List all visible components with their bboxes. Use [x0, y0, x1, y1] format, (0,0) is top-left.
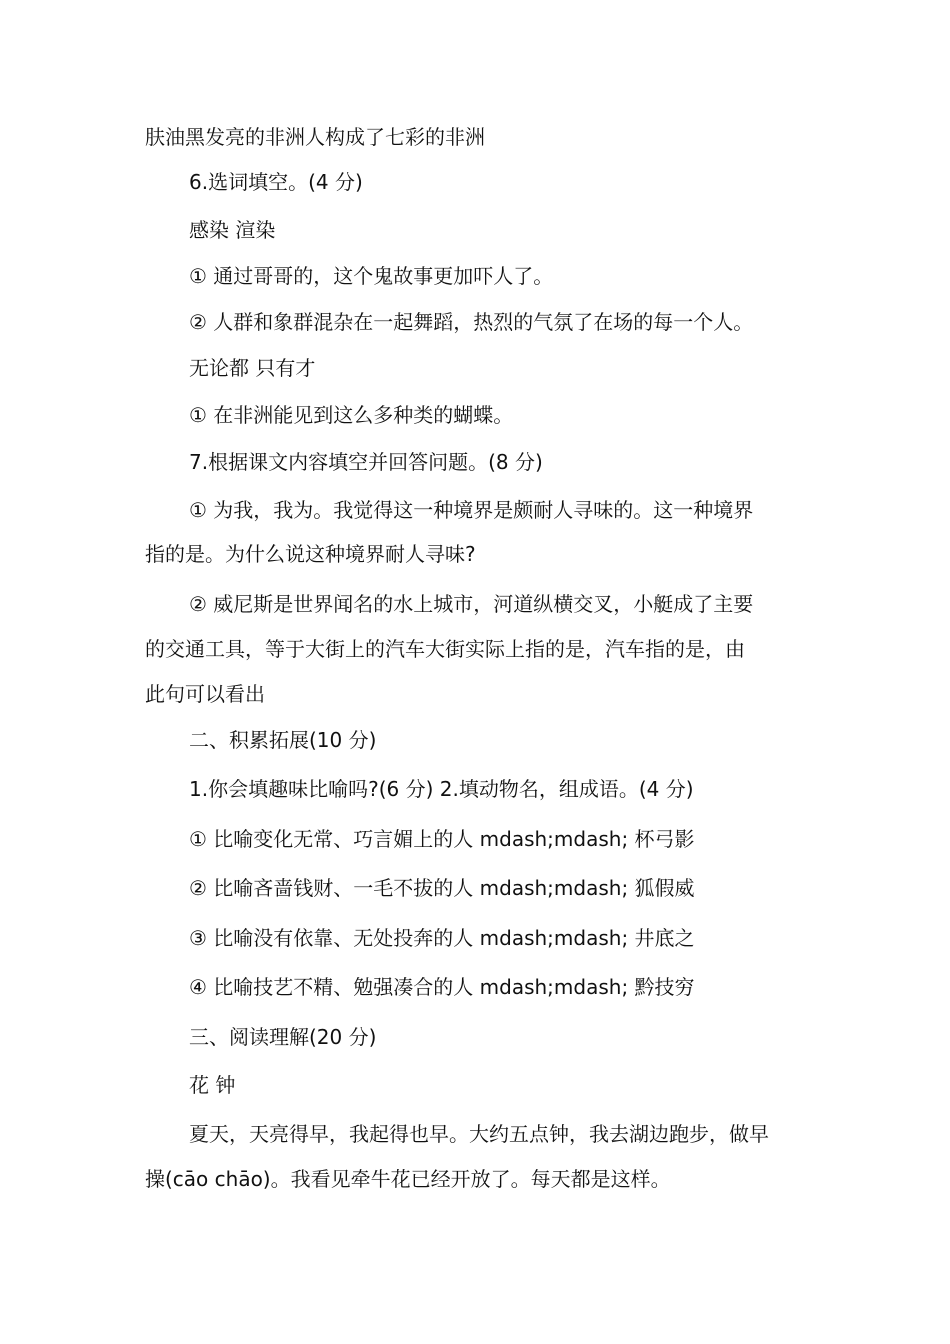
passage-line-2: 操(cāo chāo)。我看见牵牛花已经开放了。每天都是这样。	[145, 1167, 671, 1191]
question-7-item-1-line-2: 指的是。为什么说这种境界耐人寻味?	[145, 542, 476, 566]
section-2-item-2: ② 比喻吝啬钱财、一毛不拔的人 mdash;mdash; 狐假威	[189, 876, 695, 900]
question-7-heading: 7.根据课文内容填空并回答问题。(8 分)	[189, 450, 543, 474]
question-7-item-1-line-1: ① 为我，我为。我觉得这一种境界是颇耐人寻味的。这一种境界	[189, 498, 754, 522]
text-line-continuation: 肤油黑发亮的非洲人构成了七彩的非洲	[145, 125, 485, 149]
question-6-heading: 6.选词填空。(4 分)	[189, 170, 363, 194]
question-6-item-1: ① 通过哥哥的，这个鬼故事更加吓人了。	[189, 264, 554, 288]
section-3-heading: 三、阅读理解(20 分)	[189, 1025, 377, 1049]
question-7-item-2-line-3: 此句可以看出	[145, 682, 265, 706]
section-2-heading: 二、积累拓展(10 分)	[189, 728, 377, 752]
word-choice-pair-1: 感染 渲染	[189, 218, 276, 242]
passage-title: 花 钟	[189, 1073, 236, 1097]
section-2-questions: 1.你会填趣味比喻吗?(6 分) 2.填动物名，组成语。(4 分)	[189, 777, 694, 801]
passage-line-1: 夏天，天亮得早，我起得也早。大约五点钟，我去湖边跑步，做早	[189, 1122, 769, 1146]
section-2-item-1: ① 比喻变化无常、巧言媚上的人 mdash;mdash; 杯弓影	[189, 827, 695, 851]
question-6-item-3: ① 在非洲能见到这么多种类的蝴蝶。	[189, 403, 514, 427]
question-6-item-2: ② 人群和象群混杂在一起舞蹈，热烈的气氛了在场的每一个人。	[189, 310, 754, 334]
question-7-item-2-line-2: 的交通工具，等于大街上的汽车大街实际上指的是，汽车指的是，由	[145, 637, 745, 661]
question-7-item-2-line-1: ② 威尼斯是世界闻名的水上城市，河道纵横交叉，小艇成了主要	[189, 592, 754, 616]
section-2-item-4: ④ 比喻技艺不精、勉强凑合的人 mdash;mdash; 黔技穷	[189, 975, 695, 999]
section-2-item-3: ③ 比喻没有依靠、无处投奔的人 mdash;mdash; 井底之	[189, 926, 695, 950]
word-choice-pair-2: 无论都 只有才	[189, 356, 316, 380]
